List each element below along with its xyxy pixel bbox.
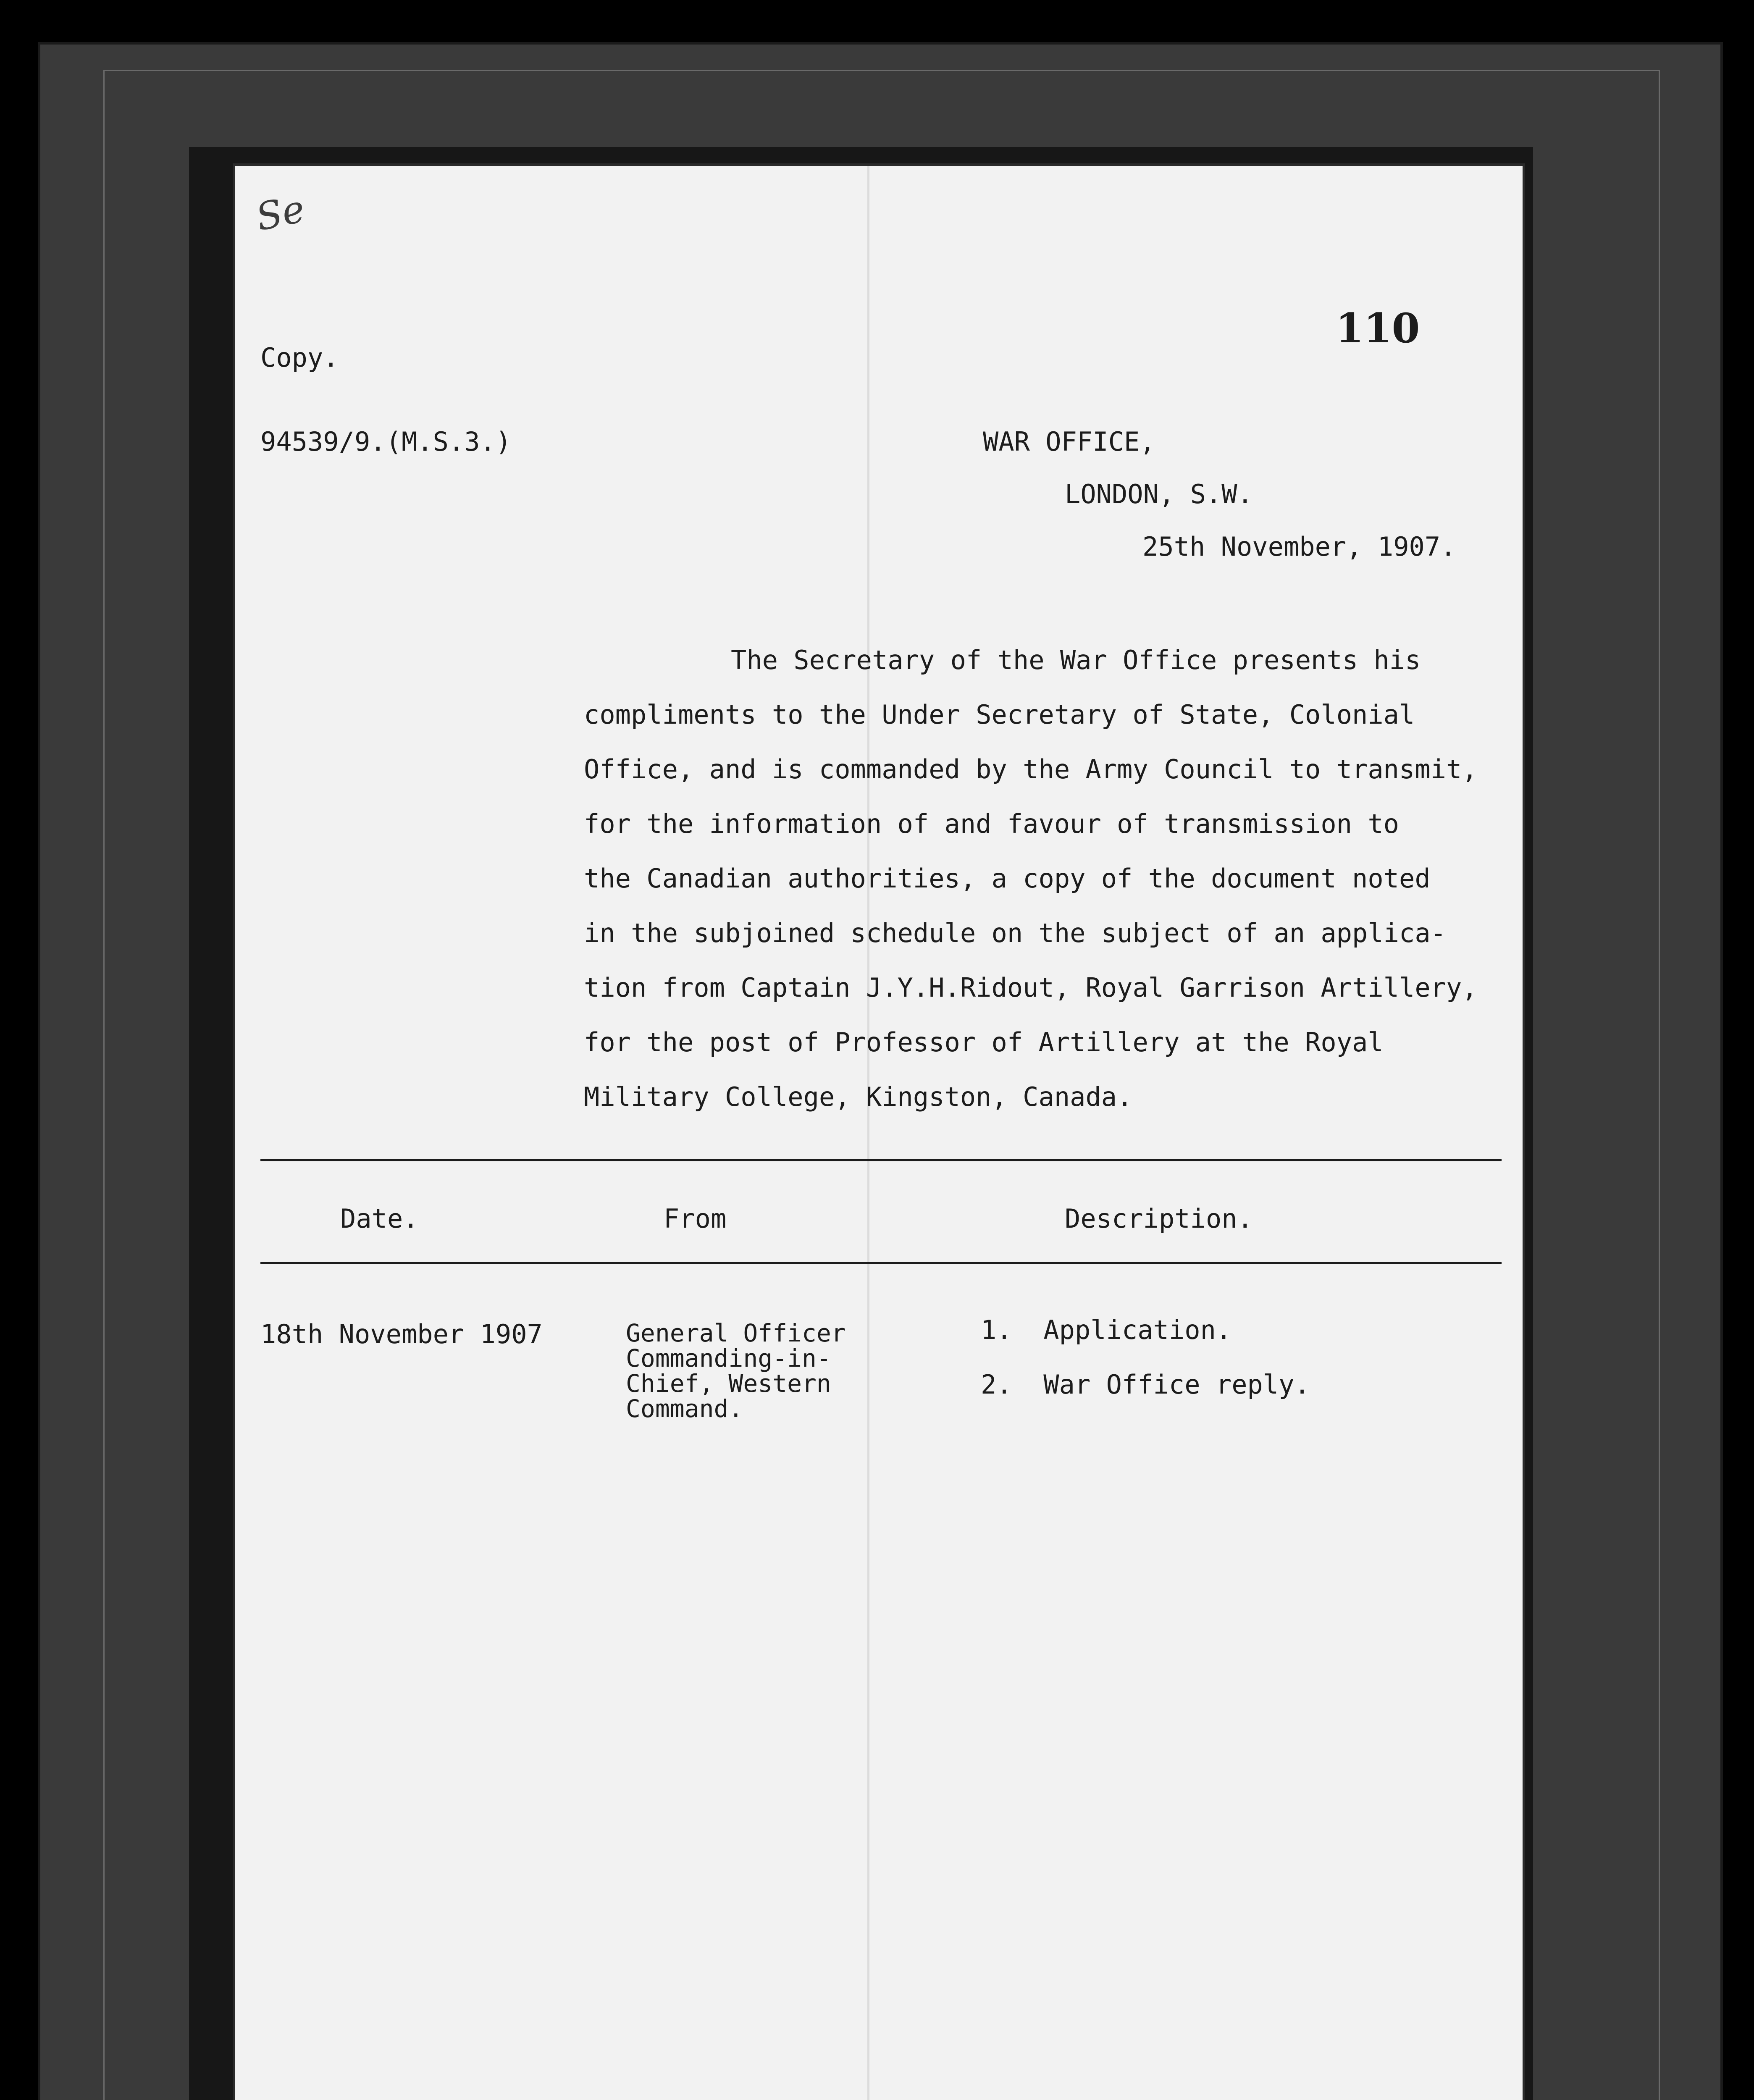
body-line: compliments to the Under Secretary of State, Colonial [584,699,1415,730]
body-line: for the post of Professor of Artillery at the Royal [584,1027,1384,1058]
row-from-line: Chief, Western [626,1369,831,1398]
reference-number: 94539/9.(M.S.3.) [260,426,512,457]
document-page [235,166,1523,2100]
schedule-header-rule [260,1262,1502,1264]
body-line: Military College, Kingston, Canada. [584,1082,1133,1112]
body-line: for the information of and favour of transmission to [584,808,1400,839]
body-line: in the subjoined schedule on the subject of an applica- [584,918,1446,948]
address-office: WAR OFFICE, [983,426,1155,457]
header-date: Date. [340,1203,419,1234]
row-from-line: Command. [626,1394,743,1423]
row-description-item: 2. War Office reply. [981,1369,1310,1400]
handwritten-mark: Se [252,186,309,240]
address-date: 25th November, 1907. [1142,531,1456,562]
row-date: 18th November 1907 [260,1319,543,1349]
schedule-top-rule [260,1159,1502,1161]
body-line: tion from Captain J.Y.H.Ridout, Royal Garrison Artillery, [584,972,1478,1003]
header-description: Description. [1065,1203,1253,1234]
page-fold [867,166,869,2100]
body-line: The Secretary of the War Office presents his [731,645,1421,675]
header-from: From [664,1203,727,1234]
row-from-line: Commanding-in- [626,1344,831,1373]
address-city: LONDON, S.W. [1065,479,1253,509]
folio-number: 110 [1336,304,1420,352]
row-description-item: 1. Application. [981,1315,1232,1345]
copy-label: Copy. [260,342,339,373]
row-from-line: General Officer [626,1319,846,1347]
body-line: the Canadian authorities, a copy of the document noted [584,863,1431,894]
body-line: Office, and is commanded by the Army Council to transmit, [584,754,1478,785]
